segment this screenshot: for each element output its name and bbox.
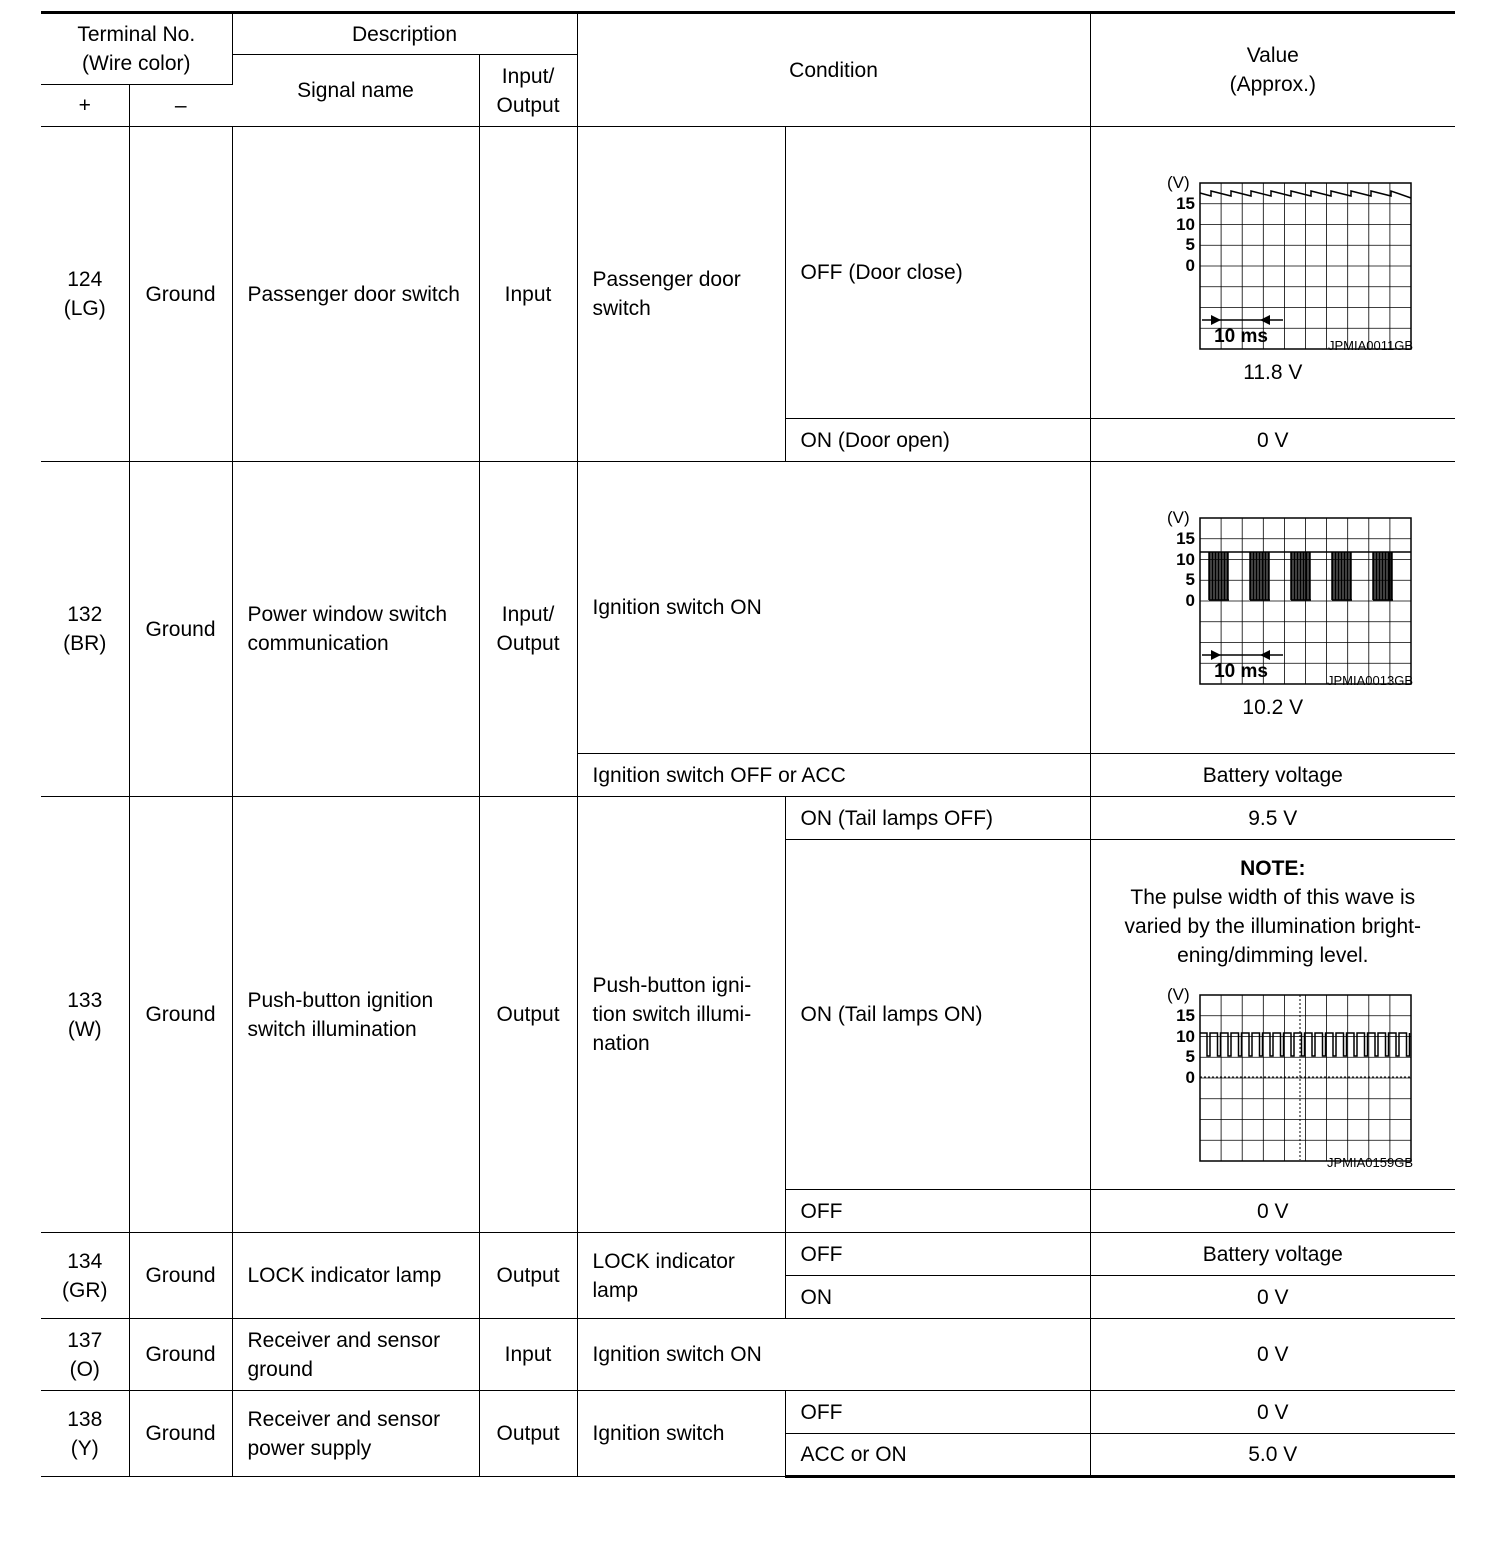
value-header: Value (Approx.) (1090, 13, 1455, 127)
scope-tick: 5 (1185, 235, 1195, 254)
scope-tick: 0 (1185, 1068, 1195, 1087)
value-cell (1090, 127, 1455, 419)
io-cell: Input/ Output (479, 462, 577, 797)
sub-condition-cell: ON (Door open) (785, 419, 1090, 462)
condition-cell: Push-button igni- tion switch illumi- nation (577, 797, 785, 1233)
ground-cell: Ground (129, 462, 232, 797)
value-text: 11.8 V (1243, 361, 1303, 384)
value-cell: 0 V (1090, 1391, 1455, 1434)
value-cell: 0 V (1090, 1319, 1455, 1391)
value-cell: Battery voltage (1090, 754, 1455, 797)
value-cell: 5.0 V (1090, 1434, 1455, 1477)
scope-unit: (V) (1166, 508, 1190, 527)
value-cell: Battery voltage (1090, 1233, 1455, 1276)
table-row (41, 127, 1455, 419)
ground-cell: Ground (129, 1391, 232, 1477)
scope-unit: (V) (1166, 173, 1190, 192)
note-text: The pulse width of this wave is varied by the illumination bright- ening/dimming level. (1124, 886, 1422, 967)
terminal-table (41, 11, 1455, 1478)
sub-condition-cell: OFF (785, 1190, 1090, 1233)
terminal-cell: 124 (LG) (41, 127, 129, 462)
minus-header: – (129, 85, 232, 127)
scope-tick: 0 (1185, 256, 1195, 275)
scope-tick: 10 (1175, 215, 1195, 234)
terminal-cell: 138 (Y) (41, 1391, 129, 1477)
table-row (41, 1319, 1455, 1391)
scope-tick: 15 (1175, 529, 1195, 548)
scope-tick: 15 (1175, 194, 1195, 213)
scope-tick: 0 (1185, 591, 1195, 610)
io-header: Input/ Output (479, 55, 577, 127)
table-row (41, 797, 1455, 840)
signal-cell: Receiver and sensor ground (232, 1319, 479, 1391)
scope-tick: 10 (1175, 550, 1195, 569)
sub-condition-cell: OFF (785, 1233, 1090, 1276)
sub-condition-cell: OFF (Door close) (785, 127, 1090, 419)
sub-condition-cell: ON (Tail lamps OFF) (785, 797, 1090, 840)
table-row (41, 1391, 1455, 1434)
ground-cell: Ground (129, 1233, 232, 1319)
description-header: Description (232, 13, 577, 55)
signal-name-header: Signal name (232, 55, 479, 127)
scope-tag: JPMIA0011GB (1327, 338, 1413, 353)
signal-cell: Receiver and sensor power supply (232, 1391, 479, 1477)
scope-timebase: 10 ms (1213, 326, 1268, 347)
waveform-scope-2 (1123, 493, 1423, 693)
table-row (41, 1233, 1455, 1276)
signal-cell: Power window switch communication (232, 462, 479, 797)
value-text: 10.2 V (1242, 696, 1304, 719)
value-cell: 9.5 V (1090, 797, 1455, 840)
scope-timebase: 10 ms (1213, 661, 1268, 682)
ground-cell: Ground (129, 797, 232, 1233)
ground-cell: Ground (129, 127, 232, 462)
io-cell: Output (479, 1391, 577, 1477)
scope-tick: 5 (1185, 570, 1195, 589)
waveform-scope-3 (1123, 970, 1423, 1175)
scope-tick: 5 (1185, 1047, 1195, 1066)
terminal-cell: 134 (GR) (41, 1233, 129, 1319)
condition-cell: Ignition switch ON (577, 462, 1090, 754)
sub-condition-cell: OFF (785, 1391, 1090, 1434)
signal-cell: Push-button ignition switch illumination (232, 797, 479, 1233)
scope-unit: (V) (1166, 985, 1190, 1004)
scope-tick: 10 (1175, 1027, 1195, 1046)
scope-tick: 15 (1175, 1006, 1195, 1025)
io-cell: Input (479, 127, 577, 462)
condition-cell: Ignition switch ON (577, 1319, 1090, 1391)
value-cell (1090, 840, 1455, 1190)
io-cell: Input (479, 1319, 577, 1391)
condition-header: Condition (577, 13, 1090, 127)
value-cell: 0 V (1090, 419, 1455, 462)
terminal-no-header: Terminal No. (Wire color) (41, 13, 232, 85)
waveform-scope-1 (1123, 158, 1423, 358)
value-cell: 0 V (1090, 1276, 1455, 1319)
condition-cell: Passenger door switch (577, 127, 785, 462)
io-cell: Output (479, 797, 577, 1233)
condition-cell: Ignition switch (577, 1391, 785, 1477)
sub-condition-cell: ACC or ON (785, 1434, 1090, 1477)
io-cell: Output (479, 1233, 577, 1319)
condition-cell: LOCK indicator lamp (577, 1233, 785, 1319)
note-title: NOTE: (1240, 857, 1306, 880)
scope-tag: JPMIA0159GB (1326, 1155, 1413, 1170)
value-cell: 0 V (1090, 1190, 1455, 1233)
sub-condition-cell: ON (785, 1276, 1090, 1319)
condition-cell: Ignition switch OFF or ACC (577, 754, 1090, 797)
table-row (41, 462, 1455, 754)
signal-cell: LOCK indicator lamp (232, 1233, 479, 1319)
sub-condition-cell: ON (Tail lamps ON) (785, 840, 1090, 1190)
terminal-cell: 132 (BR) (41, 462, 129, 797)
terminal-cell: 133 (W) (41, 797, 129, 1233)
value-cell (1090, 462, 1455, 754)
scope-tag: JPMIA0013GB (1326, 673, 1413, 688)
terminal-cell: 137 (O) (41, 1319, 129, 1391)
ground-cell: Ground (129, 1319, 232, 1391)
signal-cell: Passenger door switch (232, 127, 479, 462)
plus-header: + (41, 85, 129, 127)
